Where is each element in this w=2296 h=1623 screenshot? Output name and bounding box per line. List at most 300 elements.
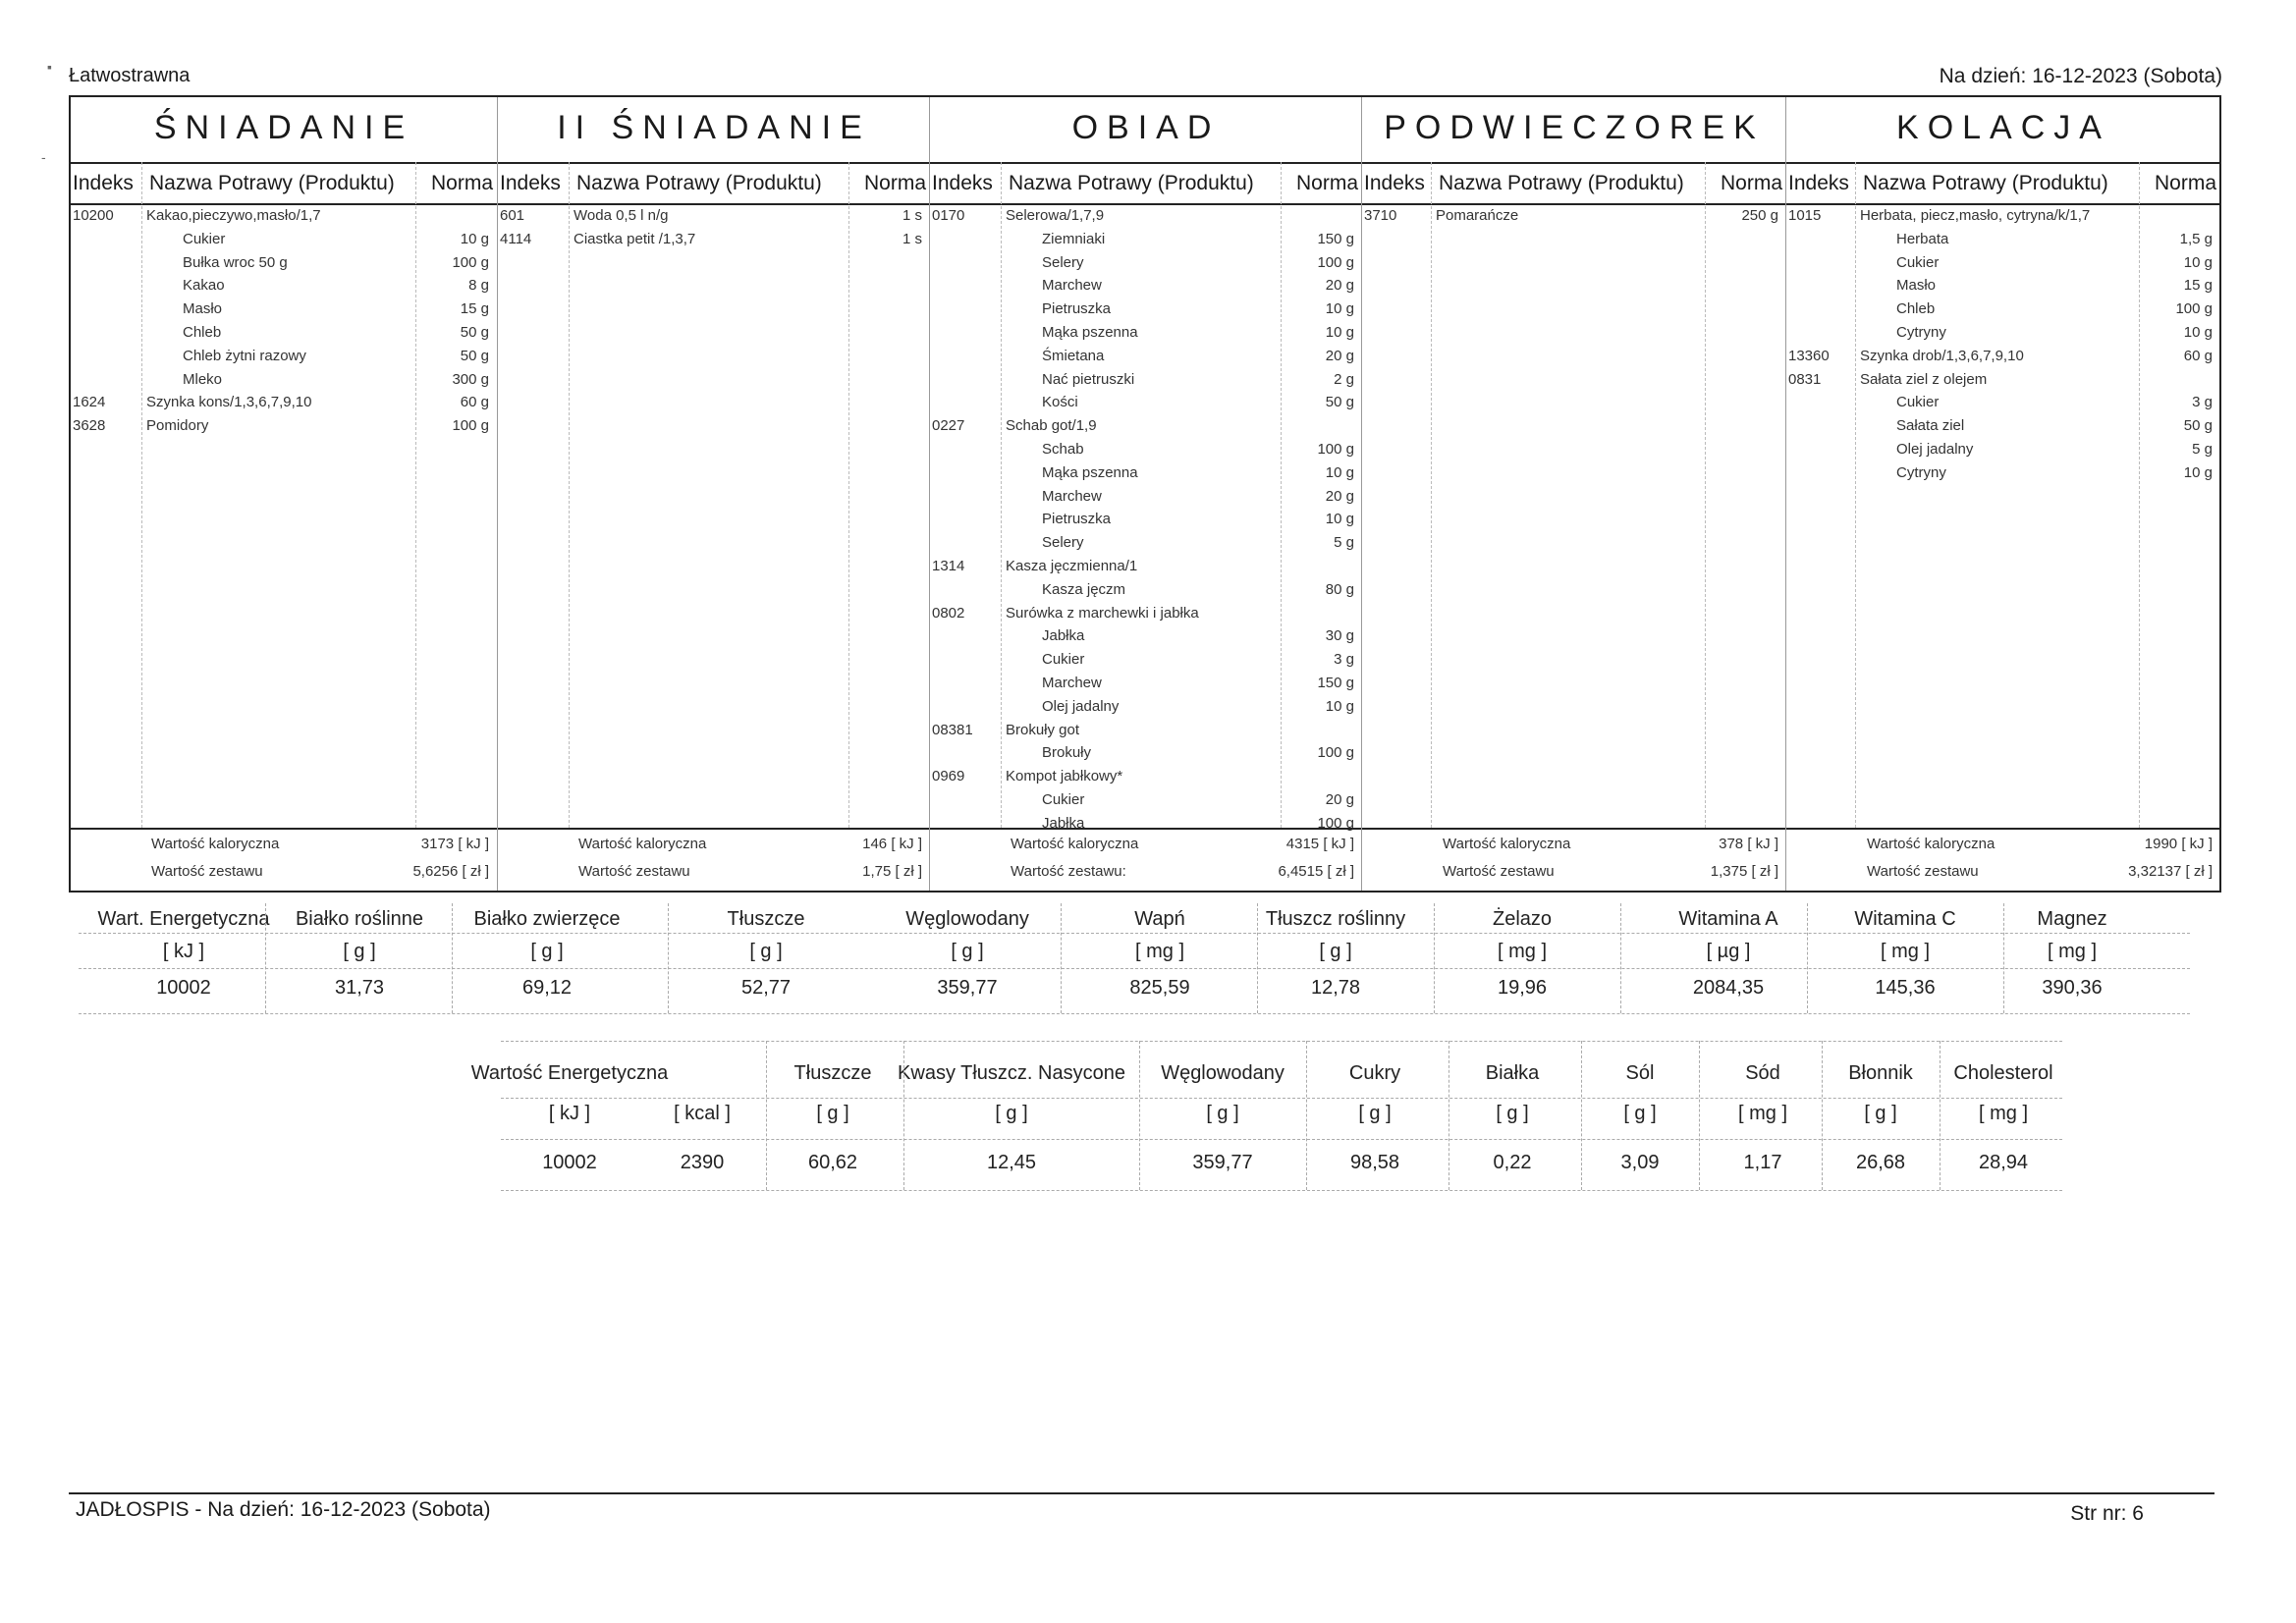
grid-line bbox=[501, 1190, 2062, 1191]
item-norm: 8 g bbox=[468, 277, 489, 295]
item-norm: 15 g bbox=[2183, 277, 2213, 295]
cost-label: Wartość zestawu bbox=[151, 863, 263, 880]
item-name: Mąka pszenna bbox=[1042, 463, 1138, 481]
item-name: Cytryny bbox=[1896, 323, 1946, 341]
nutrient-unit: [ g ] bbox=[1864, 1103, 1897, 1124]
meal-item-row bbox=[930, 394, 1362, 417]
cost-line bbox=[1362, 863, 1786, 889]
item-name: Masło bbox=[183, 300, 223, 318]
nutrient-value: 69,12 bbox=[521, 977, 573, 999]
meal-item-row bbox=[1786, 324, 2220, 348]
nutrient-value: 10002 bbox=[542, 1152, 597, 1173]
item-name: Surówka z marchewki i jabłka bbox=[1006, 604, 1199, 622]
item-name: Jabłka bbox=[1042, 814, 1085, 832]
item-norm: 10 g bbox=[1325, 300, 1354, 318]
meal-item-row bbox=[930, 417, 1362, 441]
grid-line bbox=[265, 903, 266, 1013]
item-norm: 10 g bbox=[460, 230, 489, 247]
meal-item-row bbox=[930, 698, 1362, 722]
item-norm: 100 g bbox=[1317, 440, 1354, 458]
meal-item-row bbox=[930, 768, 1362, 791]
grid-line bbox=[2003, 903, 2004, 1013]
grid-line bbox=[79, 933, 2190, 934]
meal-item-row bbox=[71, 207, 497, 231]
item-name: Selery bbox=[1042, 253, 1084, 271]
nutrient-header: Tłuszcz roślinny bbox=[1265, 908, 1406, 930]
item-index: 1624 bbox=[73, 394, 106, 411]
meal-item-row bbox=[930, 371, 1362, 395]
norm-separator bbox=[1281, 162, 1282, 828]
nutrient-unit: [ µg ] bbox=[1706, 941, 1751, 962]
header-name: Nazwa Potrawy (Produktu) bbox=[1439, 172, 1684, 194]
header-index: Indeks bbox=[932, 172, 993, 194]
item-name: Kakao,pieczywo,masło/1,7 bbox=[146, 207, 321, 224]
nutrient-header: Witamina C bbox=[1854, 908, 1956, 930]
item-index: 4114 bbox=[500, 230, 532, 247]
item-norm: 5 g bbox=[2192, 440, 2213, 458]
item-name: Pomarańcze bbox=[1436, 207, 1519, 224]
item-name: Marchew bbox=[1042, 487, 1102, 505]
header-index: Indeks bbox=[73, 172, 134, 194]
nutrient-unit: [ mg ] bbox=[1134, 941, 1185, 962]
meal-item-row bbox=[930, 348, 1362, 371]
item-index: 0831 bbox=[1788, 370, 1822, 388]
grid-line bbox=[1822, 1041, 1823, 1190]
calorie-line bbox=[1786, 836, 2220, 861]
meal-item-row bbox=[930, 627, 1362, 651]
item-name: Chleb żytni razowy bbox=[183, 347, 306, 364]
item-name: Olej jadalny bbox=[1042, 697, 1120, 715]
item-norm: 50 g bbox=[2183, 417, 2213, 435]
footer-divider bbox=[69, 1492, 2214, 1494]
item-name: Cukier bbox=[183, 230, 226, 247]
item-name: Selerowa/1,7,9 bbox=[1006, 207, 1105, 224]
calorie-label: Wartość kaloryczna bbox=[1443, 836, 1571, 852]
item-name: Śmietana bbox=[1042, 347, 1105, 364]
calorie-value: 378 [ kJ ] bbox=[1719, 836, 1778, 852]
meal-item-row bbox=[1786, 277, 2220, 300]
grid-line bbox=[1940, 1041, 1941, 1190]
nutrient-unit: [ mg ] bbox=[1497, 941, 1548, 962]
nutrient-value: 98,58 bbox=[1349, 1152, 1400, 1173]
meal-item-row bbox=[71, 394, 497, 417]
column-headers bbox=[930, 162, 1362, 205]
meal-item-row bbox=[71, 371, 497, 395]
item-name: Herbata, piecz,masło, cytryna/k/1,7 bbox=[1860, 207, 2091, 224]
nutrient-header: Tłuszcze bbox=[727, 908, 805, 930]
item-norm: 20 g bbox=[1325, 487, 1354, 505]
item-name: Cukier bbox=[1896, 394, 1940, 411]
cost-value: 1,375 [ zł ] bbox=[1710, 863, 1778, 880]
item-norm: 15 g bbox=[460, 300, 489, 318]
nutrient-header: Węglowodany bbox=[1161, 1062, 1285, 1084]
item-norm: 150 g bbox=[1317, 674, 1354, 691]
calorie-line bbox=[930, 836, 1362, 861]
item-norm: 100 g bbox=[2175, 300, 2213, 318]
calorie-value: 1990 [ kJ ] bbox=[2144, 836, 2213, 852]
item-name: Kakao bbox=[183, 277, 225, 295]
nutrient-unit: [ g ] bbox=[1623, 1103, 1657, 1124]
item-name: Olej jadalny bbox=[1896, 440, 1974, 458]
column-headers bbox=[71, 162, 497, 205]
item-norm: 10 g bbox=[2183, 253, 2213, 271]
item-norm: 10 g bbox=[2183, 463, 2213, 481]
item-norm: 60 g bbox=[460, 394, 489, 411]
item-norm: 20 g bbox=[1325, 790, 1354, 808]
meal-item-row bbox=[1362, 207, 1786, 231]
nutrient-value: 31,73 bbox=[334, 977, 385, 999]
grid-line bbox=[501, 1098, 2062, 1099]
item-name: Brokuły bbox=[1042, 744, 1092, 762]
index-separator bbox=[1431, 162, 1432, 828]
meal-item-row bbox=[930, 300, 1362, 324]
meal-item-row bbox=[930, 581, 1362, 605]
meal-item-row bbox=[1786, 207, 2220, 231]
meal-item-row bbox=[498, 231, 930, 254]
nutrient-value: 145,36 bbox=[1875, 977, 1936, 999]
grid-line bbox=[1807, 903, 1808, 1013]
nutrient-header: Cukry bbox=[1348, 1062, 1401, 1084]
nutrient-header: Żelazo bbox=[1492, 908, 1553, 930]
item-name: Sałata ziel bbox=[1896, 417, 1965, 435]
meal-title: II ŚNIADANIE bbox=[557, 109, 871, 146]
cost-label: Wartość zestawu bbox=[578, 863, 690, 880]
nutrient-value: 26,68 bbox=[1855, 1152, 1906, 1173]
item-norm: 1 s bbox=[902, 230, 922, 247]
nutrient-unit: [ mg ] bbox=[1978, 1103, 2029, 1124]
item-name: Chleb bbox=[1896, 300, 1936, 318]
meal-item-row bbox=[1786, 417, 2220, 441]
item-name: Nać pietruszki bbox=[1042, 370, 1135, 388]
scan-mark: ▪ bbox=[47, 59, 52, 75]
nutrient-value: 19,96 bbox=[1497, 977, 1548, 999]
header-norm: Norma bbox=[1720, 172, 1782, 194]
item-norm: 10 g bbox=[2183, 323, 2213, 341]
meal-item-row bbox=[930, 207, 1362, 231]
item-index: 3628 bbox=[73, 417, 106, 435]
meal-item-row bbox=[71, 231, 497, 254]
meal-item-row bbox=[498, 207, 930, 231]
item-name: Cukier bbox=[1042, 651, 1085, 669]
cost-line bbox=[1786, 863, 2220, 889]
header-name: Nazwa Potrawy (Produktu) bbox=[1863, 172, 2108, 194]
nutrient-header: Magnez bbox=[2037, 908, 2107, 930]
meal-breakfast bbox=[71, 97, 497, 891]
grid-line bbox=[1139, 1041, 1140, 1190]
header-norm: Norma bbox=[863, 172, 926, 194]
menu-date: Na dzień: 16-12-2023 (Sobota) bbox=[1939, 65, 2222, 87]
item-norm: 3 g bbox=[2192, 394, 2213, 411]
column-headers bbox=[1786, 162, 2220, 205]
grid-line bbox=[903, 1041, 904, 1190]
item-norm: 50 g bbox=[460, 323, 489, 341]
nutrient-value: 2390 bbox=[680, 1152, 725, 1173]
index-separator bbox=[569, 162, 570, 828]
item-index: 1314 bbox=[932, 557, 965, 574]
item-norm: 80 g bbox=[1325, 580, 1354, 598]
item-name: Kasza jęczm bbox=[1042, 580, 1126, 598]
norm-separator bbox=[848, 162, 849, 828]
index-separator bbox=[1001, 162, 1002, 828]
meal-items bbox=[930, 207, 1362, 839]
grid-line bbox=[79, 968, 2190, 969]
header-norm: Norma bbox=[2154, 172, 2216, 194]
meal-items bbox=[1786, 207, 2220, 488]
nutrient-unit: [ g ] bbox=[951, 941, 984, 962]
item-name: Woda 0,5 l n/g bbox=[574, 207, 669, 224]
meal-item-row bbox=[1786, 300, 2220, 324]
meal-item-row bbox=[71, 324, 497, 348]
item-norm: 10 g bbox=[1325, 697, 1354, 715]
grid-line bbox=[1257, 903, 1258, 1013]
nutrient-unit: [ g ] bbox=[1358, 1103, 1392, 1124]
meal-item-row bbox=[1786, 348, 2220, 371]
meal-item-row bbox=[930, 277, 1362, 300]
meal-title: PODWIECZOREK bbox=[1384, 109, 1765, 146]
item-index: 0802 bbox=[932, 604, 965, 622]
meal-item-row bbox=[930, 558, 1362, 581]
header-index: Indeks bbox=[1788, 172, 1849, 194]
cost-label: Wartość zestawu bbox=[1867, 863, 1979, 880]
nutrient-unit: [ g ] bbox=[1496, 1103, 1529, 1124]
cost-label: Wartość zestawu bbox=[1443, 863, 1555, 880]
item-index: 0227 bbox=[932, 417, 965, 435]
item-norm: 100 g bbox=[1317, 814, 1354, 832]
header-norm: Norma bbox=[1295, 172, 1358, 194]
nutrient-header: Białko zwierzęce bbox=[473, 908, 621, 930]
meal-item-row bbox=[71, 277, 497, 300]
nutrient-unit: [ g ] bbox=[995, 1103, 1028, 1124]
grid-line bbox=[501, 1041, 2062, 1042]
item-index: 0969 bbox=[932, 768, 965, 785]
nutrient-value: 12,45 bbox=[986, 1152, 1037, 1173]
item-norm: 10 g bbox=[1325, 511, 1354, 528]
index-separator bbox=[141, 162, 142, 828]
item-norm: 20 g bbox=[1325, 277, 1354, 295]
item-index: 3710 bbox=[1364, 207, 1397, 224]
item-index: 0170 bbox=[932, 207, 965, 224]
item-name: Cukier bbox=[1896, 253, 1940, 271]
meal-second-breakfast bbox=[497, 97, 930, 891]
item-norm: 150 g bbox=[1317, 230, 1354, 247]
grid-line bbox=[501, 1139, 2062, 1140]
nutrient-unit: [ mg ] bbox=[2047, 941, 2098, 962]
item-norm: 3 g bbox=[1334, 651, 1354, 669]
header-index: Indeks bbox=[1364, 172, 1425, 194]
item-name: Ciastka petit /1,3,7 bbox=[574, 230, 696, 247]
nutrient-value: 12,78 bbox=[1310, 977, 1361, 999]
calorie-label: Wartość kaloryczna bbox=[578, 836, 707, 852]
meal-items bbox=[71, 207, 497, 441]
grid-line bbox=[1581, 1041, 1582, 1190]
item-name: Sałata ziel z olejem bbox=[1860, 370, 1988, 388]
nutrient-header: Wartość Energetyczna bbox=[470, 1062, 669, 1084]
nutrient-header: Wapń bbox=[1134, 908, 1185, 930]
meal-item-row bbox=[930, 511, 1362, 534]
nutrient-header: Kwasy Tłuszcz. Nasycone bbox=[898, 1062, 1125, 1084]
item-norm: 10 g bbox=[1325, 463, 1354, 481]
meal-item-row bbox=[1786, 441, 2220, 464]
item-norm: 100 g bbox=[1317, 253, 1354, 271]
item-norm: 100 g bbox=[452, 417, 489, 435]
nutrient-unit: [ g ] bbox=[530, 941, 564, 962]
nutrient-value: 28,94 bbox=[1978, 1152, 2029, 1173]
grid-line bbox=[766, 1041, 767, 1190]
item-name: Kompot jabłkowy* bbox=[1006, 768, 1123, 785]
meal-items bbox=[1362, 207, 1786, 231]
nutrient-unit: [ g ] bbox=[749, 941, 783, 962]
nutrient-value: 3,09 bbox=[1620, 1152, 1660, 1173]
meal-item-row bbox=[1786, 464, 2220, 488]
item-name: Marchew bbox=[1042, 674, 1102, 691]
cost-line bbox=[498, 863, 930, 889]
header-name: Nazwa Potrawy (Produktu) bbox=[576, 172, 822, 194]
nutrient-header: Tłuszcze bbox=[793, 1062, 872, 1084]
item-norm: 20 g bbox=[1325, 347, 1354, 364]
nutrient-value: 359,77 bbox=[1192, 1152, 1253, 1173]
meal-summary bbox=[1786, 828, 2220, 894]
cost-label: Wartość zestawu: bbox=[1011, 863, 1126, 880]
footer-title: JADŁOSPIS - Na dzień: 16-12-2023 (Sobota) bbox=[76, 1498, 491, 1521]
nutrient-unit: [ g ] bbox=[343, 941, 376, 962]
grid-line bbox=[1699, 1041, 1700, 1190]
grid-line bbox=[1306, 1041, 1307, 1190]
item-norm: 100 g bbox=[452, 253, 489, 271]
grid-line bbox=[668, 903, 669, 1013]
meal-item-row bbox=[71, 300, 497, 324]
grid-line bbox=[1620, 903, 1621, 1013]
item-name: Cytryny bbox=[1896, 463, 1946, 481]
item-norm: 250 g bbox=[1741, 207, 1778, 224]
item-norm: 300 g bbox=[452, 370, 489, 388]
nutrient-value: 10002 bbox=[156, 977, 211, 999]
item-norm: 10 g bbox=[1325, 323, 1354, 341]
item-name: Pomidory bbox=[146, 417, 209, 435]
header-name: Nazwa Potrawy (Produktu) bbox=[149, 172, 395, 194]
nutrient-value: 359,77 bbox=[937, 977, 998, 999]
nutrient-value: 60,62 bbox=[807, 1152, 858, 1173]
meal-title: OBIAD bbox=[1071, 109, 1221, 146]
item-norm: 2 g bbox=[1334, 370, 1354, 388]
grid-line bbox=[79, 1013, 2190, 1014]
cost-value: 6,4515 [ zł ] bbox=[1278, 863, 1354, 880]
meal-supper bbox=[1785, 97, 2220, 891]
item-norm: 1 s bbox=[902, 207, 922, 224]
nutrients-table-2 bbox=[470, 1041, 2062, 1188]
meal-item-row bbox=[930, 722, 1362, 745]
header-name: Nazwa Potrawy (Produktu) bbox=[1009, 172, 1254, 194]
meal-item-row bbox=[71, 348, 497, 371]
nutrient-value: 1,17 bbox=[1743, 1152, 1782, 1173]
nutrient-header: Wart. Energetyczna bbox=[97, 908, 270, 930]
item-name: Ziemniaki bbox=[1042, 230, 1106, 247]
meal-summary bbox=[930, 828, 1362, 894]
item-name: Schab bbox=[1042, 440, 1084, 458]
scan-mark: - bbox=[41, 149, 46, 165]
meal-item-row bbox=[930, 605, 1362, 628]
item-name: Jabłka bbox=[1042, 627, 1085, 645]
nutrients-table-1 bbox=[79, 903, 2190, 1021]
item-name: Chleb bbox=[183, 323, 222, 341]
item-name: Schab got/1,9 bbox=[1006, 417, 1097, 435]
meal-item-row bbox=[930, 651, 1362, 675]
meal-summary bbox=[498, 828, 930, 894]
meal-table bbox=[69, 95, 2221, 893]
item-name: Pietruszka bbox=[1042, 300, 1112, 318]
cost-value: 1,75 [ zł ] bbox=[862, 863, 922, 880]
item-norm: 30 g bbox=[1325, 627, 1354, 645]
norm-separator bbox=[2139, 162, 2140, 828]
calorie-label: Wartość kaloryczna bbox=[151, 836, 280, 852]
item-index: 1015 bbox=[1788, 207, 1822, 224]
nutrient-header: Błonnik bbox=[1848, 1062, 1913, 1084]
item-name: Mąka pszenna bbox=[1042, 323, 1138, 341]
meal-item-row bbox=[930, 231, 1362, 254]
meal-title: KOLACJA bbox=[1896, 109, 2110, 146]
calorie-value: 3173 [ kJ ] bbox=[420, 836, 489, 852]
meal-item-row bbox=[1786, 371, 2220, 395]
header-index: Indeks bbox=[500, 172, 561, 194]
page-number: Str nr: 6 bbox=[2070, 1502, 2144, 1525]
norm-separator bbox=[1705, 162, 1706, 828]
item-name: Brokuły got bbox=[1006, 721, 1080, 738]
nutrient-header: Białko roślinne bbox=[295, 908, 424, 930]
nutrient-header: Sód bbox=[1745, 1062, 1780, 1084]
cost-line bbox=[930, 863, 1362, 889]
meal-item-row bbox=[930, 254, 1362, 278]
cost-line bbox=[71, 863, 497, 889]
item-name: Masło bbox=[1896, 277, 1937, 295]
meal-item-row bbox=[71, 417, 497, 441]
nutrient-unit: [ kJ ] bbox=[162, 941, 205, 962]
item-name: Kości bbox=[1042, 394, 1078, 411]
nutrient-header: Witamina A bbox=[1678, 908, 1778, 930]
item-name: Kasza jęczmienna/1 bbox=[1006, 557, 1138, 574]
item-norm: 100 g bbox=[1317, 744, 1354, 762]
meal-item-row bbox=[930, 464, 1362, 488]
nutrient-unit: [ kcal ] bbox=[674, 1103, 731, 1124]
calorie-value: 4315 [ kJ ] bbox=[1285, 836, 1354, 852]
meal-item-row bbox=[930, 441, 1362, 464]
item-name: Herbata bbox=[1896, 230, 1949, 247]
item-name: Mleko bbox=[183, 370, 223, 388]
diet-name: Łatwostrawna bbox=[69, 65, 191, 86]
calorie-line bbox=[1362, 836, 1786, 861]
grid-line bbox=[1434, 903, 1435, 1013]
meal-summary bbox=[71, 828, 497, 894]
header-norm: Norma bbox=[430, 172, 493, 194]
item-index: 13360 bbox=[1788, 347, 1830, 364]
meal-item-row bbox=[1786, 254, 2220, 278]
meal-lunch bbox=[929, 97, 1362, 891]
grid-line bbox=[1061, 903, 1062, 1013]
nutrient-unit: [ mg ] bbox=[1880, 941, 1931, 962]
item-name: Szynka drob/1,3,6,7,9,10 bbox=[1860, 347, 2024, 364]
meal-item-row bbox=[930, 675, 1362, 698]
nutrient-unit: [ g ] bbox=[1206, 1103, 1239, 1124]
nutrient-value: 2084,35 bbox=[1692, 977, 1765, 999]
cost-value: 3,32137 [ zł ] bbox=[2128, 863, 2213, 880]
item-norm: 5 g bbox=[1334, 534, 1354, 552]
item-norm: 50 g bbox=[1325, 394, 1354, 411]
nutrient-header: Sól bbox=[1625, 1062, 1655, 1084]
calorie-line bbox=[498, 836, 930, 861]
meal-item-row bbox=[71, 254, 497, 278]
item-name: Pietruszka bbox=[1042, 511, 1112, 528]
calorie-value: 146 [ kJ ] bbox=[862, 836, 922, 852]
nutrient-header: Węglowodany bbox=[905, 908, 1029, 930]
item-norm: 50 g bbox=[460, 347, 489, 364]
